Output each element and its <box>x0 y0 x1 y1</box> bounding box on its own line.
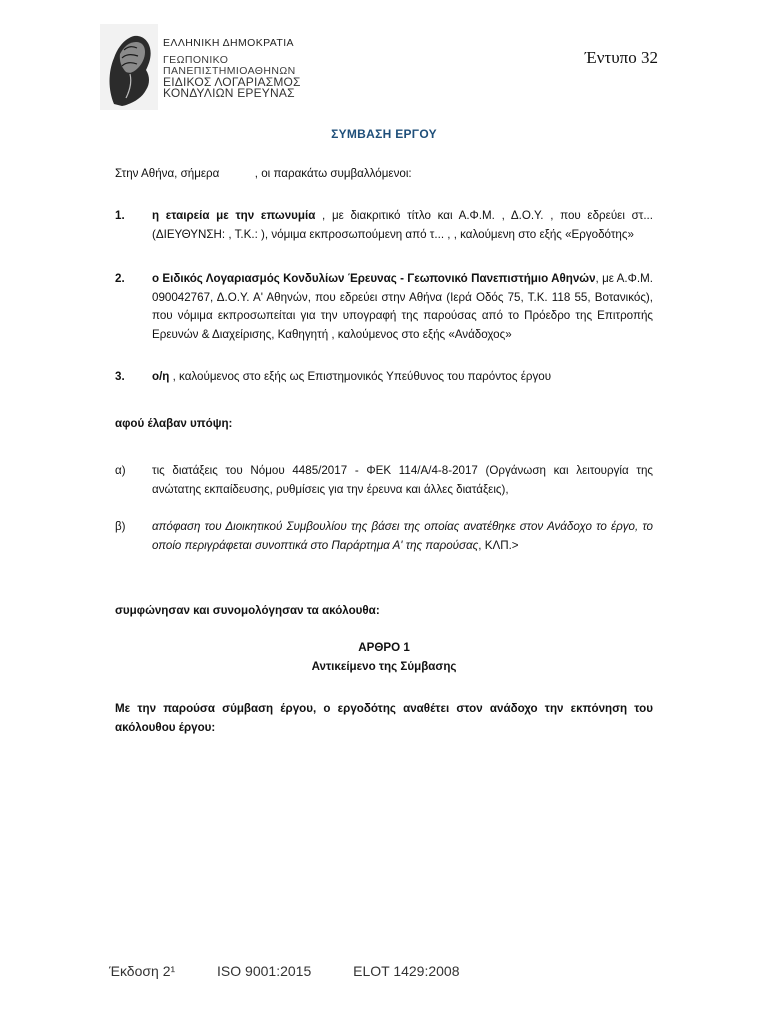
party-number: 2. <box>115 272 125 285</box>
org-line-research-funds: ΚΟΝΔΥΛΙΩΝ ΕΡΕΥΝΑΣ <box>163 86 295 100</box>
article-text: Με την παρούσα σύμβαση έργου, ο εργοδότης αναθέτει στον ανάδοχο την εκπόνηση του ακόλουθου έργου: <box>115 702 653 734</box>
party-number: 3. <box>115 370 125 383</box>
party-number: 1. <box>115 209 125 222</box>
agreed-heading: συμφώνησαν και συνομολόγησαν τα ακόλουθα: <box>115 604 380 617</box>
party-item-employer <box>115 207 653 244</box>
party-item-scientific-lead <box>115 368 653 387</box>
iso-standard: ISO 9001:2015 <box>217 963 312 979</box>
party-text: , με Α.Φ.Μ. 090042767, Δ.Ο.Υ. Α' Αθηνών, που εδρεύει στην Αθήνα (Ιερά Οδός 75, Τ.Κ. 118 55, Βοτανικός), που νόμιμα εκπροσωπείται για την υπογραφή της παρούσας από το Πρόεδρο της Επιτροπής Ερευνών & Διαχείρισης, Καθηγητή , καλούμενος στο εξής «Ανάδοχος» <box>152 272 653 341</box>
page-footer <box>109 963 498 979</box>
elot-standard: ELOT 1429:2008 <box>353 963 460 979</box>
article-number: ΑΡΘΡΟ 1 <box>358 641 410 654</box>
consideration-number: α) <box>115 464 126 477</box>
consideration-number: β) <box>115 520 126 533</box>
form-number: Έντυπο 32 <box>584 48 658 67</box>
org-line-special-account: ΕΙΔΙΚΟΣ ΛΟΓΑΡΙΑΣΜΟΣ <box>163 75 301 89</box>
org-line-university: ΠΑΝΕΠΙΣΤΗΜΙΟΑΘΗΝΩΝ <box>163 65 296 77</box>
party-lead: ο/η <box>152 370 170 383</box>
party-item-contractor <box>115 270 653 344</box>
org-line-geoponiko: ΓΕΩΠΟΝΙΚΟ <box>163 54 229 66</box>
edition-label: Έκδοση 2¹ <box>109 963 176 979</box>
consideration-text: απόφαση του Διοικητικού Συμβουλίου της βάσει της οποίας ανατέθηκε στον Ανάδοχο το έργο, το οποίο περιγράφεται συνοπτικά στο Παράρτημα Α' της παρούσας <box>152 520 653 552</box>
consideration-item-law <box>115 462 653 499</box>
consideration-tail: , ΚΛΠ.> <box>478 538 519 552</box>
party-lead: ο Ειδικός Λογαριασμός Κονδυλίων Έρευνας - Γεωπονικό Πανεπιστήμιο Αθηνών <box>152 272 596 285</box>
party-lead: η εταιρεία με την επωνυμία <box>152 209 316 222</box>
consideration-text: τις διατάξεις του Νόμου 4485/2017 - ΦΕΚ 114/Α/4-8-2017 (Οργάνωση και λειτουργία της ανώτατης εκπαίδευσης, ρυθμίσεις για την έρευνα και άλλες διατάξεις), <box>152 464 653 496</box>
article-title: Αντικείμενο της Σύμβασης <box>311 660 457 673</box>
university-logo-icon <box>100 24 158 110</box>
document-title: ΣΥΜΒΑΣΗ ΕΡΓΟΥ <box>331 127 437 141</box>
party-text: , με διακριτικό τίτλο και Α.Φ.Μ. , Δ.Ο.Υ. , που εδρεύει στ... (ΔΙΕΥΘΥΝΣΗ: , Τ.Κ.: ), νόμιμα εκπροσωπούμενη από τ... , , καλούμενη στο εξής «Εργοδότης» <box>152 209 653 241</box>
party-text: , καλούμενος στο εξής ως Επιστημονικός Υπεύθυνος του παρόντος έργου <box>169 370 552 383</box>
org-line-republic: ΕΛΛΗΝΙΚΗ ΔΗΜΟΚΡΑΤΙΑ <box>163 37 294 49</box>
organization-name <box>163 38 301 99</box>
intro-line: Στην Αθήνα, σήμερα , οι παρακάτω συμβαλλόμενοι: <box>115 167 412 180</box>
consideration-item-decision <box>115 518 653 555</box>
considering-heading: αφού έλαβαν υπόψη: <box>115 417 233 430</box>
